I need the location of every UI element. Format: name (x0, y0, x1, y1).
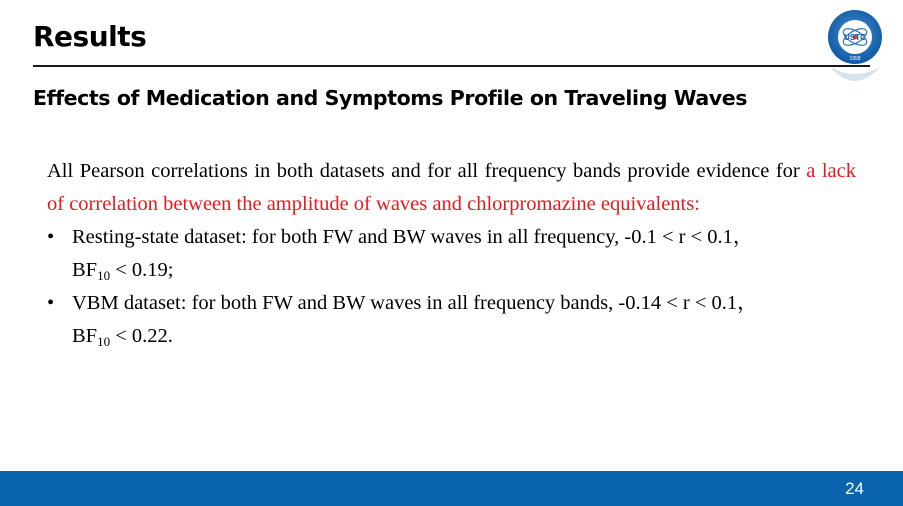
university-logo (826, 9, 884, 93)
bf-subscript: 10 (97, 268, 111, 283)
bullet-resting-state (47, 221, 856, 287)
slide-title: Results (33, 20, 147, 53)
logo-text: USTC (844, 33, 866, 42)
bullet-text: Resting-state dataset: for both FW and BW waves in all frequency, -0.1 < r < 0.1， (72, 226, 754, 248)
title-divider (33, 65, 870, 67)
logo-year: 1958 (849, 56, 861, 62)
intro-text: All Pearson correlations in both datasets and for all frequency bands provide evidence for (47, 160, 807, 182)
slide-body (47, 155, 856, 353)
bf-value: < 0.19; (110, 259, 174, 281)
bf-value: < 0.22. (110, 325, 173, 347)
intro-paragraph (47, 155, 856, 221)
page-number: 24 (845, 479, 864, 498)
bullet-vbm (47, 287, 856, 353)
bullet-marker: • (47, 226, 55, 248)
bullet-text: VBM dataset: for both FW and BW waves in all frequency bands, -0.14 < r < 0.1， (72, 292, 758, 314)
bf-label: BF (72, 325, 98, 347)
slide-subtitle: Effects of Medication and Symptoms Profile on Traveling Waves (33, 86, 748, 110)
intro-highlight: a lack of correlation between the amplitude of waves and chlorpromazine equivalents: (47, 160, 856, 215)
bf-label: BF (72, 259, 98, 281)
bf-subscript: 10 (97, 334, 111, 349)
bullet-marker: • (47, 292, 55, 314)
footer-bar (0, 471, 903, 506)
